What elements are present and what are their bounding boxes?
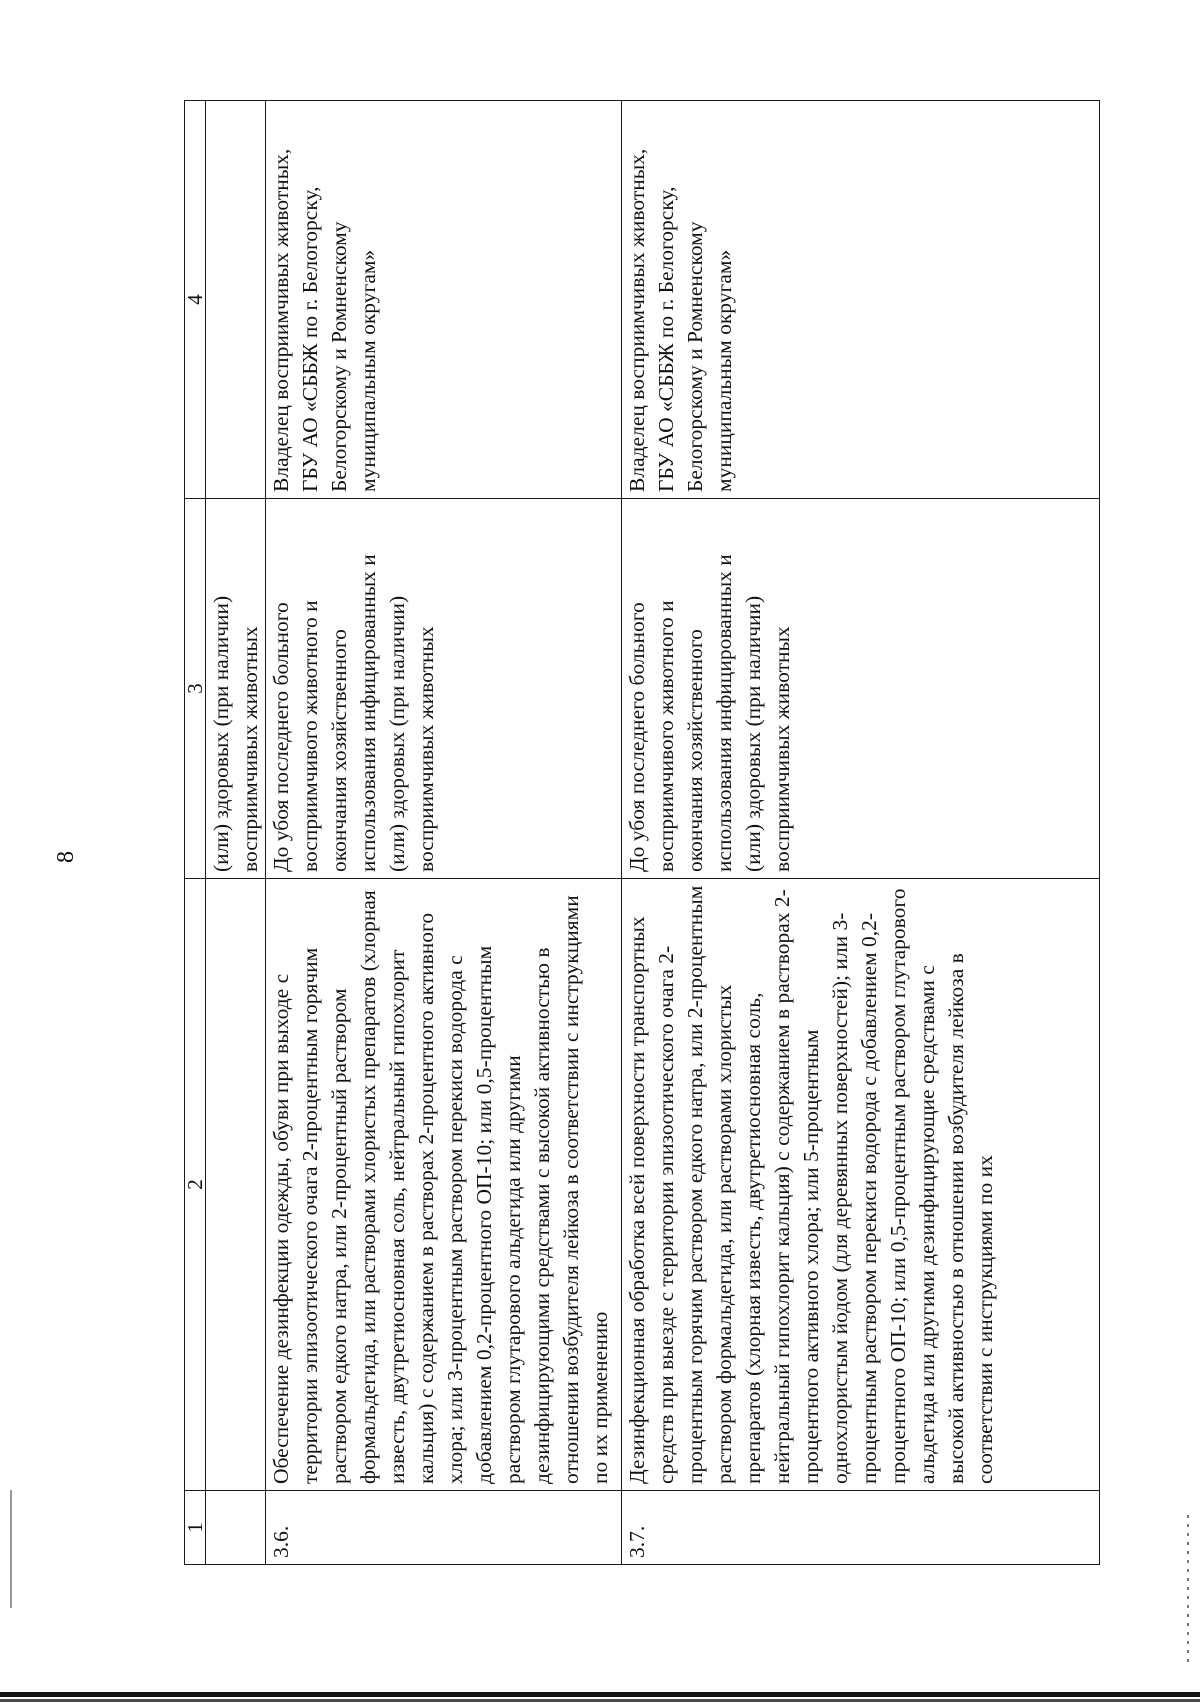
header-col-1: 1 (185, 1491, 206, 1565)
continuation-responsible-cell (206, 101, 266, 499)
continuation-num-cell (206, 1491, 266, 1565)
continuation-deadline-cell: (или) здоровых (при наличии) восприимчивых животных (206, 499, 266, 879)
table-row-continuation (206, 101, 266, 1565)
measure-cell: Дезинфекционная обработка всей поверхности транспортных средств при выезде с территории эпизоотического очага 2-процентным горячим раствором едкого натра, или 2-процентным раствором формальдегида, или растворами хлористых препаратов (хлорная известь, двутретиосновная соль, нейтральный гипохлорит кальция) с содержанием в растворах 2-процентного активного хлора; или 5-процентным однохлористым йодом (для деревянных поверхностей); или 3-процентным раствором перекиси водорода с добавлением 0,2-процентного ОП-10; или 0,5-процентным раствором глутарового альдегида или другими дезинфицирующие средствами с высокой активностью в отношении возбудителя лейкоза в соответствии с инструкциями по их (622, 879, 1100, 1491)
table-row (266, 101, 622, 1565)
table-row (622, 101, 1100, 1565)
deadline-cell: До убоя последнего больного восприимчивого животного и окончания хозяйственного использования инфицированных и (или) здоровых (при наличии) восприимчивых животных (622, 499, 1100, 879)
header-col-2: 2 (185, 879, 206, 1491)
table-header-row (185, 101, 206, 1565)
header-col-3: 3 (185, 499, 206, 879)
row-number-cell: 3.6. (266, 1491, 622, 1565)
measure-cell: Обеспечение дезинфекции одежды, обуви при выходе с территории эпизоотического очага 2-процентным горячим раствором едкого натра, или 2-процентный раствором формальдегида, или растворами хлористых препаратов (хлорная известь, двутретиосновная соль, нейтральный гипохлорит кальция) с содержанием в растворах 2-процентного активного хлора; или 3-процентным раствором перекиси водорода с добавлением 0,2-процентного ОП-10; или 0,5-процентным раствором глутарового альдегида или другими дезинфицирующими средствами с высокой активностью в отношении возбудителя лейкоза в соответствии с инструкциями по их применению (266, 879, 622, 1491)
scan-edge-mark (10, 1490, 12, 1608)
deadline-cell: До убоя последнего больного восприимчивого животного и окончания хозяйственного использования инфицированных и (или) здоровых (при наличии) восприимчивых животных (266, 499, 622, 879)
measures-table (184, 100, 1100, 1565)
responsible-cell: Владелец восприимчивых животных, ГБУ АО «СББЖ по г. Белогорску, Белогорскому и Ромненскому муниципальным округам» (266, 101, 622, 499)
continuation-measure-cell (206, 879, 266, 1491)
scan-bottom-border-secondary (0, 1699, 1200, 1702)
row-number-cell: 3.7. (622, 1491, 1100, 1565)
scan-bottom-border (0, 1692, 1200, 1697)
responsible-cell: Владелец восприимчивых животных, ГБУ АО «СББЖ по г. Белогорску, Белогорскому и Ромненскому муниципальным округам» (622, 101, 1100, 499)
scan-edge-dots (1187, 1515, 1189, 1665)
rotated-page-content (184, 101, 1092, 1565)
header-col-4: 4 (185, 101, 206, 499)
page-number: 8 (53, 851, 79, 863)
